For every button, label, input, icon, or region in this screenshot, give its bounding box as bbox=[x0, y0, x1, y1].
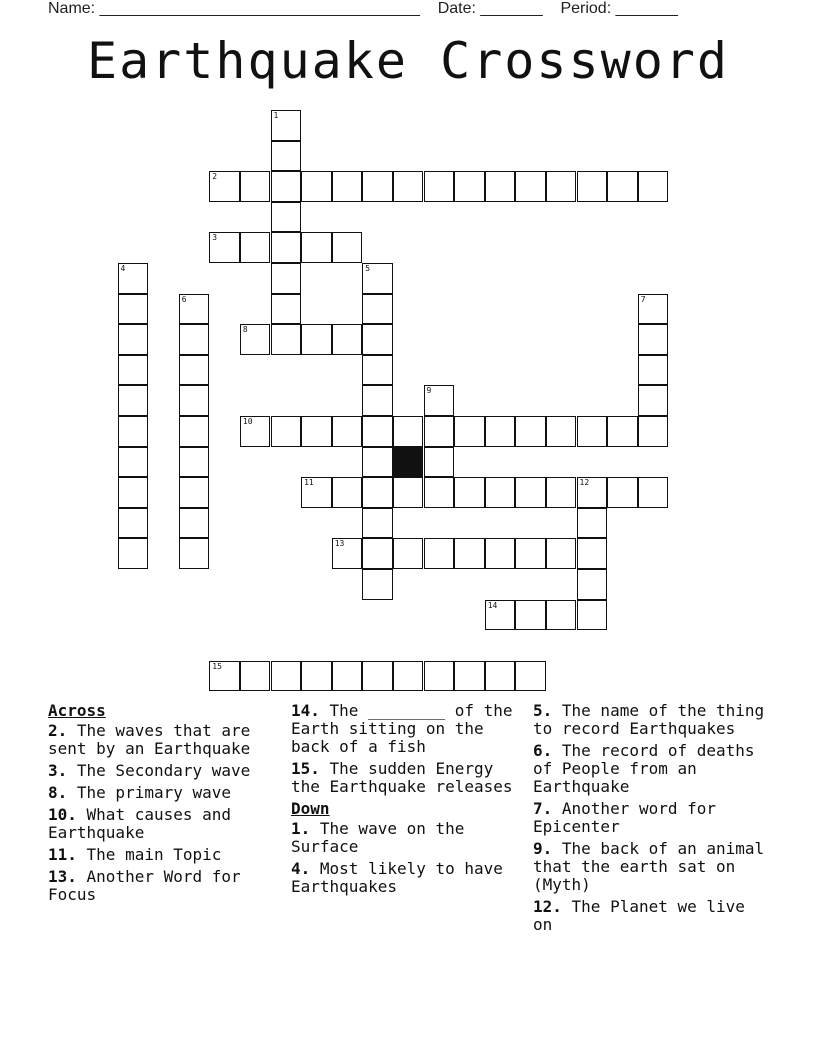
cell-number: 1 bbox=[273, 111, 279, 120]
grid-cell[interactable] bbox=[638, 477, 669, 508]
clue-number: 6. bbox=[533, 741, 553, 760]
grid-cell[interactable] bbox=[118, 416, 149, 447]
cell-number: 9 bbox=[426, 386, 432, 396]
grid-cell[interactable] bbox=[118, 294, 149, 325]
grid-cell[interactable] bbox=[515, 661, 546, 692]
cell-number: 3 bbox=[212, 233, 218, 243]
grid-cell[interactable] bbox=[454, 171, 485, 202]
grid-cell[interactable] bbox=[271, 110, 302, 141]
grid-cell[interactable] bbox=[118, 355, 149, 386]
grid-cell[interactable] bbox=[118, 538, 149, 569]
grid-cell[interactable] bbox=[454, 538, 485, 569]
grid-cell[interactable] bbox=[577, 171, 608, 202]
grid-cell[interactable] bbox=[362, 661, 393, 692]
grid-cell[interactable] bbox=[638, 355, 669, 386]
grid-cell[interactable] bbox=[454, 661, 485, 692]
grid-cell[interactable] bbox=[118, 477, 149, 508]
clue-text: The ________ of the Earth sitting on the back of a fish bbox=[291, 701, 513, 756]
grid-cell[interactable] bbox=[179, 477, 210, 508]
clue-number: 10. bbox=[48, 805, 77, 824]
grid-cell[interactable] bbox=[607, 171, 638, 202]
clue-item bbox=[291, 702, 523, 756]
cell-number: 7 bbox=[640, 294, 646, 304]
grid-cell[interactable] bbox=[240, 324, 271, 355]
grid-cell[interactable] bbox=[515, 416, 546, 447]
cell-number: 12 bbox=[579, 478, 590, 488]
grid-cell[interactable] bbox=[179, 385, 210, 416]
grid-cell[interactable] bbox=[271, 416, 302, 447]
cell-number: 2 bbox=[212, 172, 218, 182]
grid-cell[interactable] bbox=[209, 232, 240, 263]
cell-number: 10 bbox=[242, 417, 253, 426]
clue-number: 9. bbox=[533, 839, 553, 858]
grid-cell[interactable] bbox=[577, 477, 608, 508]
grid-cell[interactable] bbox=[393, 416, 424, 447]
grid-cell[interactable] bbox=[240, 171, 271, 202]
grid-cell[interactable] bbox=[485, 416, 516, 447]
clue-item bbox=[291, 760, 523, 796]
grid-cell[interactable] bbox=[485, 538, 516, 569]
clue-item bbox=[48, 868, 276, 904]
grid-cell[interactable] bbox=[209, 171, 240, 202]
grid-cell[interactable] bbox=[577, 416, 608, 447]
grid-cell[interactable] bbox=[424, 538, 455, 569]
grid-cell[interactable] bbox=[638, 171, 669, 202]
grid-cell[interactable] bbox=[179, 447, 210, 478]
grid-cell[interactable] bbox=[362, 416, 393, 447]
grid-cell[interactable] bbox=[271, 324, 302, 355]
clue-item bbox=[48, 722, 276, 758]
grid-cell[interactable] bbox=[485, 661, 516, 692]
grid-cell[interactable] bbox=[485, 477, 516, 508]
grid-cell[interactable] bbox=[577, 538, 608, 569]
grid-cell[interactable] bbox=[424, 416, 455, 447]
clue-text: The main Topic bbox=[76, 845, 222, 864]
grid-cell[interactable] bbox=[179, 355, 210, 386]
clue-number: 11. bbox=[48, 845, 77, 864]
grid-cell[interactable] bbox=[118, 508, 149, 539]
grid-cell[interactable] bbox=[240, 416, 271, 447]
grid-cell[interactable] bbox=[118, 263, 149, 294]
grid-cell[interactable] bbox=[362, 171, 393, 202]
clue-item bbox=[291, 820, 523, 856]
grid-cell[interactable] bbox=[179, 416, 210, 447]
grid-cell[interactable] bbox=[577, 508, 608, 539]
grid-cell[interactable] bbox=[577, 600, 608, 631]
grid-cell[interactable] bbox=[362, 385, 393, 416]
across-heading: Across bbox=[48, 701, 106, 720]
grid-cell[interactable] bbox=[607, 477, 638, 508]
clue-item bbox=[533, 800, 773, 836]
grid-cell[interactable] bbox=[638, 385, 669, 416]
clue-text: The wave on the Surface bbox=[291, 819, 465, 856]
clue-number: 7. bbox=[533, 799, 553, 818]
grid-cell[interactable] bbox=[179, 538, 210, 569]
grid-cell[interactable] bbox=[515, 600, 546, 631]
grid-cell[interactable] bbox=[332, 324, 363, 355]
grid-cell[interactable] bbox=[332, 171, 363, 202]
grid-cell[interactable] bbox=[577, 569, 608, 600]
cell-number: 15 bbox=[212, 661, 222, 671]
clues-column-2 bbox=[291, 702, 523, 900]
clue-item bbox=[291, 860, 523, 896]
grid-cell[interactable] bbox=[301, 324, 332, 355]
grid-cell[interactable] bbox=[424, 661, 455, 692]
grid-cell[interactable] bbox=[332, 538, 363, 569]
clue-text: The sudden Energy the Earthquake releases bbox=[291, 759, 513, 796]
grid-cell[interactable] bbox=[393, 171, 424, 202]
cell-number: 11 bbox=[304, 478, 314, 488]
grid-cell[interactable] bbox=[393, 538, 424, 569]
grid-cell[interactable] bbox=[332, 661, 363, 692]
cell-number: 5 bbox=[365, 264, 371, 273]
clue-item bbox=[533, 742, 773, 796]
grid-cell[interactable] bbox=[301, 661, 332, 692]
clue-number: 3. bbox=[48, 761, 68, 780]
clue-text: Another Word for Focus bbox=[48, 867, 241, 904]
grid-cell[interactable] bbox=[546, 600, 577, 631]
clue-text: The Secondary wave bbox=[67, 761, 251, 780]
cell-number: 6 bbox=[181, 294, 187, 304]
grid-cell[interactable] bbox=[546, 416, 577, 447]
grid-cell[interactable] bbox=[362, 477, 393, 508]
student-info-line: Name: ____________________________________ Date: _______ Period: _______ bbox=[48, 0, 678, 17]
grid-cell[interactable] bbox=[179, 508, 210, 539]
clue-text: The name of the thing to record Earthquakes bbox=[533, 701, 765, 738]
grid-cell[interactable] bbox=[301, 477, 332, 508]
grid-cell[interactable] bbox=[638, 294, 669, 325]
grid-cell[interactable] bbox=[485, 600, 516, 631]
clue-item bbox=[48, 806, 276, 842]
cell-number: 4 bbox=[120, 264, 126, 273]
grid-cell[interactable] bbox=[515, 477, 546, 508]
clue-number: 2. bbox=[48, 721, 68, 740]
clue-item bbox=[533, 840, 773, 894]
grid-cell[interactable] bbox=[118, 324, 149, 355]
clue-number: 14. bbox=[291, 701, 320, 720]
grid-cell[interactable] bbox=[179, 324, 210, 355]
clue-item bbox=[533, 898, 773, 934]
grid-cell[interactable] bbox=[118, 385, 149, 416]
grid-cell[interactable] bbox=[546, 477, 577, 508]
grid-cell[interactable] bbox=[454, 416, 485, 447]
grid-cell[interactable] bbox=[271, 141, 302, 172]
clue-item bbox=[533, 702, 773, 738]
clue-text: Another word for Epicenter bbox=[533, 799, 717, 836]
grid-cell[interactable] bbox=[240, 232, 271, 263]
clue-text: Most likely to have Earthquakes bbox=[291, 859, 503, 896]
clue-item bbox=[48, 846, 276, 864]
grid-cell[interactable] bbox=[607, 416, 638, 447]
down-heading: Down bbox=[291, 799, 330, 818]
grid-cell[interactable] bbox=[454, 477, 485, 508]
grid-cell[interactable] bbox=[271, 661, 302, 692]
cell-number: 8 bbox=[242, 325, 248, 335]
grid-cell[interactable] bbox=[393, 477, 424, 508]
clue-text: The waves that are sent by an Earthquake bbox=[48, 721, 251, 758]
grid-cell[interactable] bbox=[271, 263, 302, 294]
grid-cell[interactable] bbox=[362, 447, 393, 478]
grid-cell[interactable] bbox=[362, 508, 393, 539]
grid-cell[interactable] bbox=[240, 661, 271, 692]
grid-cell[interactable] bbox=[424, 385, 455, 416]
grid-cell[interactable] bbox=[271, 294, 302, 325]
grid-cell[interactable] bbox=[485, 171, 516, 202]
grid-cell[interactable] bbox=[362, 294, 393, 325]
clue-text: What causes and Earthquake bbox=[48, 805, 232, 842]
grid-cell[interactable] bbox=[301, 171, 332, 202]
grid-cell[interactable] bbox=[638, 324, 669, 355]
grid-cell[interactable] bbox=[546, 171, 577, 202]
cell-number: 14 bbox=[487, 600, 498, 610]
grid-cell[interactable] bbox=[362, 324, 393, 355]
grid-cell[interactable] bbox=[424, 171, 455, 202]
clue-text: The Planet we live on bbox=[533, 897, 745, 934]
grid-cell[interactable] bbox=[301, 232, 332, 263]
clue-number: 4. bbox=[291, 859, 311, 878]
grid-cell[interactable] bbox=[362, 538, 393, 569]
grid-cell[interactable] bbox=[515, 171, 546, 202]
grid-cell[interactable] bbox=[362, 263, 393, 294]
clue-item bbox=[48, 762, 276, 780]
grid-cell[interactable] bbox=[638, 416, 669, 447]
grid-cell[interactable] bbox=[179, 294, 210, 325]
page-title: Earthquake Crossword bbox=[86, 32, 730, 90]
clues-column-1 bbox=[48, 702, 276, 908]
grid-cell[interactable] bbox=[332, 232, 363, 263]
clue-text: The primary wave bbox=[67, 783, 232, 802]
grid-cell[interactable] bbox=[301, 416, 332, 447]
black-cell bbox=[393, 447, 424, 478]
grid-cell[interactable] bbox=[546, 538, 577, 569]
grid-cell[interactable] bbox=[424, 477, 455, 508]
grid-cell[interactable] bbox=[515, 538, 546, 569]
clue-number: 8. bbox=[48, 783, 68, 802]
grid-cell[interactable] bbox=[271, 171, 302, 202]
clue-number: 1. bbox=[291, 819, 311, 838]
grid-cell[interactable] bbox=[332, 477, 363, 508]
clue-item bbox=[48, 784, 276, 802]
cell-number: 13 bbox=[334, 539, 345, 549]
grid-cell[interactable] bbox=[393, 661, 424, 692]
clue-number: 13. bbox=[48, 867, 77, 886]
clue-number: 15. bbox=[291, 759, 320, 778]
grid-cell[interactable] bbox=[424, 447, 455, 478]
clues-column-3 bbox=[533, 702, 773, 938]
grid-cell[interactable] bbox=[362, 569, 393, 600]
grid-cell[interactable] bbox=[271, 202, 302, 233]
clue-text: The back of an animal that the earth sat on (Myth) bbox=[533, 839, 765, 894]
grid-cell[interactable] bbox=[209, 661, 240, 692]
grid-cell[interactable] bbox=[118, 447, 149, 478]
clue-number: 5. bbox=[533, 701, 553, 720]
grid-cell[interactable] bbox=[332, 416, 363, 447]
clue-number: 12. bbox=[533, 897, 562, 916]
clue-text: The record of deaths of People from an Earthquake bbox=[533, 741, 755, 796]
grid-cell[interactable] bbox=[271, 232, 302, 263]
grid-cell[interactable] bbox=[362, 355, 393, 386]
